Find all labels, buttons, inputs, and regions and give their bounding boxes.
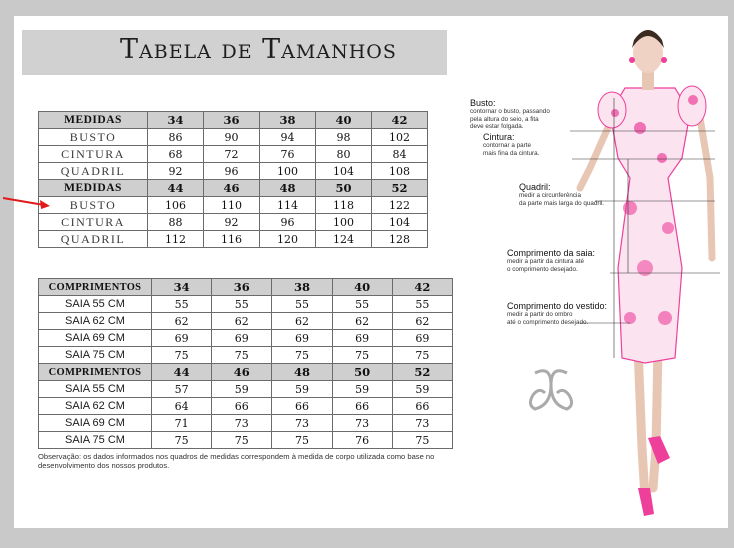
- row-label: CINTURA: [39, 214, 148, 231]
- annotation-title: Comprimento do vestido:: [507, 301, 608, 311]
- table-row: [39, 347, 453, 364]
- value-cell: 75: [212, 347, 272, 364]
- value-cell: 116: [204, 231, 260, 248]
- value-cell: 75: [272, 432, 332, 449]
- value-cell: 92: [204, 214, 260, 231]
- value-cell: 80: [316, 146, 372, 163]
- row-label: QUADRIL: [39, 163, 148, 180]
- value-cell: 55: [152, 296, 212, 313]
- annotation-line: medir a partir da cintura até: [507, 258, 584, 265]
- header-cell: COMPRIMENTOS: [39, 279, 152, 296]
- value-cell: 66: [392, 398, 452, 415]
- header-cell: 42: [372, 112, 428, 129]
- annotation-line: contornar a parte: [483, 142, 531, 149]
- header-cell: 38: [272, 279, 332, 296]
- value-cell: 75: [392, 432, 452, 449]
- value-cell: 75: [212, 432, 272, 449]
- header-cell: 34: [152, 279, 212, 296]
- row-label: SAIA 75 CM: [39, 347, 152, 364]
- value-cell: 118: [316, 197, 372, 214]
- annotation-saia: [507, 249, 595, 273]
- value-cell: 59: [272, 381, 332, 398]
- row-label: SAIA 62 CM: [39, 398, 152, 415]
- value-cell: 71: [152, 415, 212, 432]
- value-cell: 69: [392, 330, 452, 347]
- annotation-title: Busto:: [470, 98, 496, 108]
- value-cell: 98: [316, 129, 372, 146]
- value-cell: 84: [372, 146, 428, 163]
- row-label: SAIA 75 CM: [39, 432, 152, 449]
- value-cell: 64: [152, 398, 212, 415]
- value-cell: 108: [372, 163, 428, 180]
- value-cell: 122: [372, 197, 428, 214]
- value-cell: 59: [392, 381, 452, 398]
- annotation-quadril: [519, 183, 604, 207]
- row-label: SAIA 55 CM: [39, 381, 152, 398]
- annotation-line: até o comprimento desejado.: [507, 318, 589, 326]
- table-row: [39, 381, 453, 398]
- table-row: [39, 330, 453, 347]
- header-cell: COMPRIMENTOS: [39, 364, 152, 381]
- page-title: Tabela de Tamanhos: [120, 34, 397, 65]
- value-cell: 62: [152, 313, 212, 330]
- annotation-vestido: [507, 302, 607, 326]
- annotation-busto: [470, 99, 550, 131]
- row-label: CINTURA: [39, 146, 148, 163]
- value-cell: 69: [212, 330, 272, 347]
- row-label: QUADRIL: [39, 231, 148, 248]
- header-cell: 34: [148, 112, 204, 129]
- footnote: Observação: os dados informados nos quadros de medidas correspondem à medida de corpo utilizada como base no desenvolvimento dos nossos produtos.: [38, 452, 435, 470]
- value-cell: 106: [148, 197, 204, 214]
- annotation-title: Quadril:: [519, 182, 551, 192]
- value-cell: 69: [332, 330, 392, 347]
- annotation-line: o comprimento desejado.: [507, 265, 578, 273]
- header-cell: 48: [260, 180, 316, 197]
- header-cell: 50: [316, 180, 372, 197]
- value-cell: 73: [272, 415, 332, 432]
- annotation-line: contornar o busto, passando: [470, 108, 550, 115]
- row-label: SAIA 69 CM: [39, 415, 152, 432]
- annotation-line: medir a partir do ombro: [507, 311, 573, 318]
- row-label: SAIA 69 CM: [39, 330, 152, 347]
- annotation-cintura: [483, 133, 539, 157]
- header-cell: 40: [316, 112, 372, 129]
- annotation-line: da parte mais larga do quadril.: [519, 199, 605, 207]
- lengths-table: [38, 278, 453, 449]
- value-cell: 114: [260, 197, 316, 214]
- value-cell: 66: [272, 398, 332, 415]
- header-cell: MEDIDAS: [39, 180, 148, 197]
- value-cell: 75: [332, 347, 392, 364]
- table-row: [39, 415, 453, 432]
- table-row: [39, 398, 453, 415]
- value-cell: 68: [148, 146, 204, 163]
- value-cell: 55: [212, 296, 272, 313]
- value-cell: 75: [152, 432, 212, 449]
- header-cell: 52: [372, 180, 428, 197]
- value-cell: 57: [152, 381, 212, 398]
- header-cell: 44: [148, 180, 204, 197]
- value-cell: 76: [332, 432, 392, 449]
- value-cell: 92: [148, 163, 204, 180]
- value-cell: 75: [272, 347, 332, 364]
- annotation-title: Comprimento da saia:: [507, 248, 596, 258]
- value-cell: 104: [316, 163, 372, 180]
- header-cell: 50: [332, 364, 392, 381]
- header-cell: 46: [212, 364, 272, 381]
- table-row: [39, 296, 453, 313]
- annotation-line: mais fina da cintura.: [483, 149, 540, 157]
- value-cell: 66: [332, 398, 392, 415]
- annotation-title: Cintura:: [483, 132, 515, 142]
- value-cell: 62: [392, 313, 452, 330]
- header-cell: 42: [392, 279, 452, 296]
- value-cell: 55: [272, 296, 332, 313]
- annotation-line: pela altura do seio, a fita: [470, 115, 539, 123]
- value-cell: 96: [260, 214, 316, 231]
- value-cell: 62: [332, 313, 392, 330]
- value-cell: 69: [272, 330, 332, 347]
- value-cell: 73: [392, 415, 452, 432]
- value-cell: 59: [332, 381, 392, 398]
- annotation-line: deve estar folgada.: [470, 123, 524, 130]
- annotation-line: medir a circunferência: [519, 192, 581, 199]
- header-cell: 36: [212, 279, 272, 296]
- header-cell: 46: [204, 180, 260, 197]
- value-cell: 73: [212, 415, 272, 432]
- row-label: BUSTO: [39, 129, 148, 146]
- value-cell: 72: [204, 146, 260, 163]
- value-cell: 59: [212, 381, 272, 398]
- value-cell: 112: [148, 231, 204, 248]
- value-cell: 124: [316, 231, 372, 248]
- header-cell: 38: [260, 112, 316, 129]
- lengths-header-row: [39, 364, 453, 381]
- value-cell: 104: [372, 214, 428, 231]
- value-cell: 66: [212, 398, 272, 415]
- value-cell: 110: [204, 197, 260, 214]
- header-cell: 48: [272, 364, 332, 381]
- brand-logo-icon: [525, 365, 577, 417]
- header-cell: 52: [392, 364, 452, 381]
- header-cell: 44: [152, 364, 212, 381]
- value-cell: 86: [148, 129, 204, 146]
- value-cell: 75: [152, 347, 212, 364]
- value-cell: 102: [372, 129, 428, 146]
- value-cell: 90: [204, 129, 260, 146]
- value-cell: 76: [260, 146, 316, 163]
- value-cell: 55: [332, 296, 392, 313]
- value-cell: 88: [148, 214, 204, 231]
- table-row: [39, 313, 453, 330]
- value-cell: 128: [372, 231, 428, 248]
- row-label: SAIA 62 CM: [39, 313, 152, 330]
- value-cell: 100: [316, 214, 372, 231]
- value-cell: 120: [260, 231, 316, 248]
- value-cell: 94: [260, 129, 316, 146]
- header-cell: 40: [332, 279, 392, 296]
- value-cell: 55: [392, 296, 452, 313]
- row-label: SAIA 55 CM: [39, 296, 152, 313]
- lengths-header-row: [39, 279, 453, 296]
- value-cell: 75: [392, 347, 452, 364]
- value-cell: 62: [272, 313, 332, 330]
- table-row: [39, 432, 453, 449]
- value-cell: 62: [212, 313, 272, 330]
- row-label: BUSTO: [39, 197, 148, 214]
- header-cell: 36: [204, 112, 260, 129]
- value-cell: 73: [332, 415, 392, 432]
- value-cell: 69: [152, 330, 212, 347]
- value-cell: 100: [260, 163, 316, 180]
- header-cell: MEDIDAS: [39, 112, 148, 129]
- value-cell: 96: [204, 163, 260, 180]
